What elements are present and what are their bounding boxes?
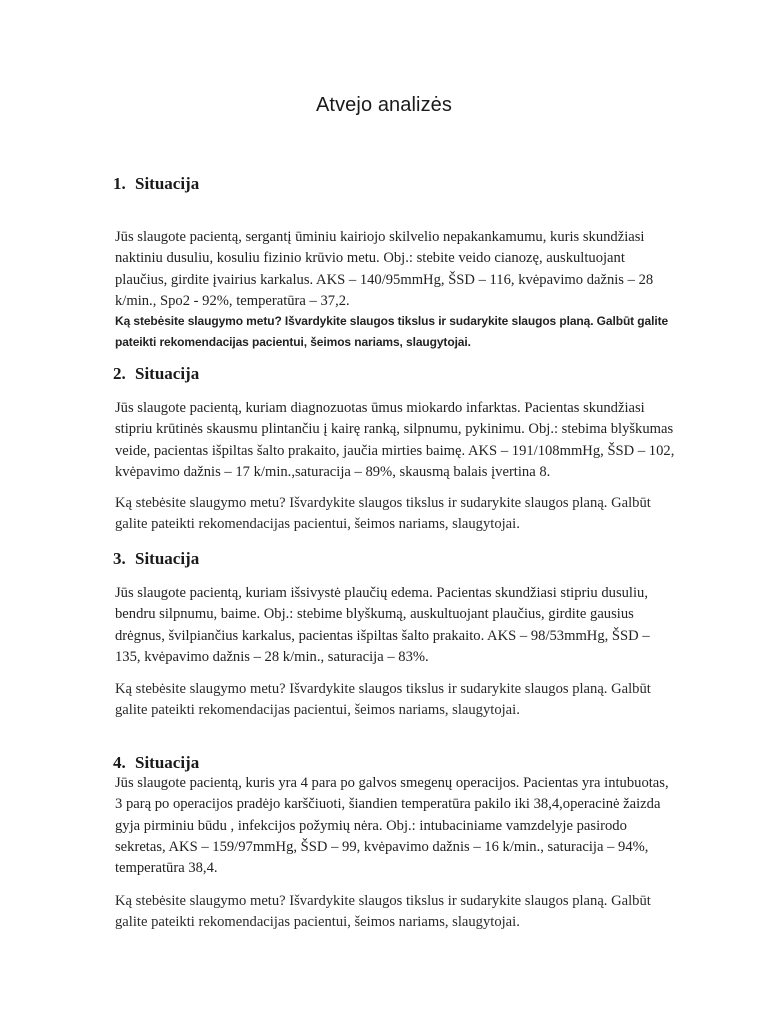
situation-2-title: Situacija [135, 364, 200, 383]
situation-2-number: 2. [113, 364, 126, 383]
situation-3-description: Jūs slaugote pacientą, kuriam išsivystė plaučių edema. Pacientas skundžiasi stipriu dusuliu, bendru silpnumu, baime. Obj.: stebime blyškumą, auskultuojant plaučius, girdite gausius drėgnus, švilpiančius karkalus, pacientas išpiltas šalto prakaito. AKS – 98/53mmHg, ŠSD – 135, kvėpavimo dažnis – 28 k/min., saturacija – 83%. [115, 585, 650, 665]
situation-1-heading [113, 174, 199, 194]
situation-2-description: Jūs slaugote pacientą, kuriam diagnozuotas ūmus miokardo infarktas. Pacientas skundžiasi stipriu krūtinės skausmu plintančiu į kairę ranką, silpnumu, pykinimu. Obj.: stebima blyškumas veide, pacientas išpiltas šalto prakaito, jaučia mirties baimę. AKS – 191/108mmHg, ŠSD – 102, kvėpavimo dažnis – 17 k/min.,saturacija – 89%, skausmą balais įvertina 8. [115, 400, 675, 480]
situation-1-description: Jūs slaugote pacientą, sergantį ūminiu kairiojo skilvelio nepakankamumu, kuris skundžiasi naktiniu dusuliu, kosuliu fizinio krūvio metu. Obj.: stebite veido cianozę, auskultuojant plaučius, girdite įvairius karkalus. AKS – 140/95mmHg, ŠSD – 116, kvėpavimo dažnis – 28 k/min., Spo2 - 92%, temperatūra – 37,2. [115, 229, 654, 309]
situation-3-heading [113, 549, 199, 569]
situation-4-heading [113, 753, 199, 773]
page-title: Atvejo analizės [315, 94, 453, 116]
situation-1-title: Situacija [135, 174, 200, 193]
situation-3-number: 3. [113, 549, 126, 568]
situation-4-task: Ką stebėsite slaugymo metu? Išvardykite slaugos tikslus ir sudarykite slaugos planą. Galbūt galite pateikti rekomendacijas pacientui, šeimos nariams, slaugytojai. [115, 893, 651, 931]
situation-1-task: Ką stebėsite slaugymo metu? Išvardykite slaugos tikslus ir sudarykite slaugos planą. Galbūt galite pateikti rekomendacijas pacientui, šeimos nariams, slaugytojai. [115, 314, 669, 349]
situation-3-title: Situacija [135, 549, 200, 568]
situation-4-number: 4. [113, 753, 126, 772]
situation-4-title: Situacija [135, 753, 200, 772]
situation-4-description: Jūs slaugote pacientą, kuris yra 4 para po galvos smegenų operacijos. Pacientas yra intubuotas, 3 parą po operacijos pradėjo karščiuoti, šiandien temperatūra pakilo iki 38,4,operacinė žaizda gyja pirminiu būdu , infekcijos požymių nėra. Obj.: intubaciniame vamzdelyje pasirodo sekretas, AKS – 159/97mmHg, ŠSD – 99, kvėpavimo dažnis – 16 k/min., saturacija – 94%, temperatūra 38,4. [115, 775, 669, 877]
situation-2-heading [113, 364, 199, 384]
situation-2-task: Ką stebėsite slaugymo metu? Išvardykite slaugos tikslus ir sudarykite slaugos planą. Galbūt galite pateikti rekomendacijas pacientui, šeimos nariams, slaugytojai. [115, 495, 651, 533]
situation-1-number: 1. [113, 174, 126, 193]
situation-3-task: Ką stebėsite slaugymo metu? Išvardykite slaugos tikslus ir sudarykite slaugos planą. Galbūt galite pateikti rekomendacijas pacientui, šeimos nariams, slaugytojai. [115, 681, 651, 719]
